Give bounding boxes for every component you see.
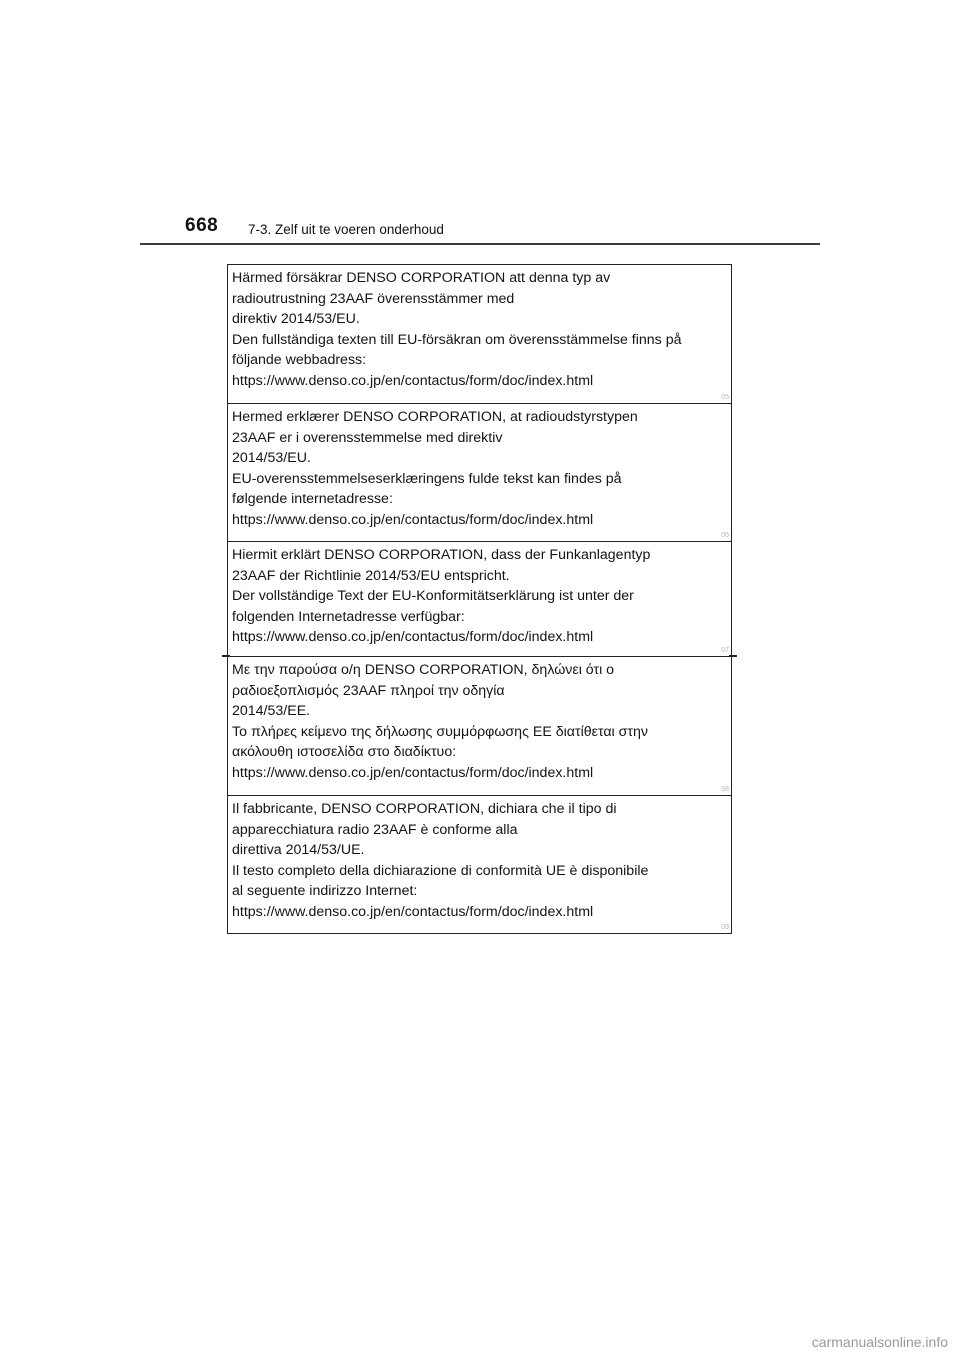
- declaration-line: Το πλήρες κείμενο της δήλωσης συμμόρφωσης ΕΕ διατίθεται στην: [232, 723, 648, 740]
- declaration-line: följande webbadress:: [232, 352, 367, 369]
- declaration-line: Με την παρούσα ο/η DENSO CORPORATION, δηλώνει ότι ο: [232, 662, 615, 678]
- box-tick-left: [222, 655, 230, 657]
- section-title: 7-3. Zelf uit te voeren onderhoud: [248, 222, 444, 237]
- declaration-line: Härmed försäkrar DENSO CORPORATION att denna typ av: [232, 270, 611, 286]
- declaration-line: følgende internetadresse:: [232, 491, 393, 508]
- declaration-text: [232, 268, 727, 392]
- declaration-text: [232, 660, 727, 784]
- declaration-text: [232, 407, 727, 531]
- section-code: 06: [721, 532, 729, 539]
- declaration-line: 2014/53/EU.: [232, 450, 311, 467]
- declaration-line: direttiva 2014/53/UE.: [232, 842, 365, 859]
- declaration-line: Hermed erklærer DENSO CORPORATION, at radioudstyrstypen: [232, 409, 638, 425]
- declaration-line: 2014/53/ΕΕ.: [232, 703, 311, 720]
- declaration-line: https://www.denso.co.jp/en/contactus/form/doc/index.html: [232, 629, 594, 646]
- declaration-line: https://www.denso.co.jp/en/contactus/form/doc/index.html: [232, 903, 594, 920]
- declaration-line: 23AAF der Richtlinie 2014/53/EU entspricht.: [232, 567, 510, 584]
- section-code: 09: [721, 924, 729, 931]
- declaration-section: [228, 656, 731, 795]
- declaration-line: al seguente indirizzo Internet:: [232, 883, 418, 900]
- declaration-section: [228, 541, 731, 656]
- declaration-line: https://www.denso.co.jp/en/contactus/form/doc/index.html: [232, 372, 594, 389]
- declaration-line: 23AAF er i overensstemmelse med direktiv: [232, 429, 503, 446]
- declaration-line: EU-overensstemmelseserklæringens fulde tekst kan findes på: [232, 470, 622, 487]
- declaration-line: https://www.denso.co.jp/en/contactus/form/doc/index.html: [232, 511, 594, 528]
- watermark: carmanualsonline.info: [811, 1334, 948, 1350]
- section-code: 05: [721, 394, 729, 401]
- declaration-line: ακόλουθη ιστοσελίδα στο διαδίκτυο:: [232, 744, 457, 761]
- declaration-line: Hiermit erklärt DENSO CORPORATION, dass der Funkanlagentyp: [232, 547, 651, 563]
- declaration-line: Il testo completo della dichiarazione di conformità UE è disponibile: [232, 862, 649, 879]
- declaration-section: [228, 795, 731, 933]
- declaration-line: ραδιοεξοπλισμός 23AAF πληροί την οδηγία: [232, 682, 505, 699]
- declaration-line: folgenden Internetadresse verfügbar:: [232, 608, 465, 625]
- declaration-section: [228, 265, 731, 403]
- page-number: 668: [185, 215, 219, 236]
- declaration-text: [232, 799, 727, 923]
- declaration-line: Den fullständiga texten till EU-försäkran om överensstämmelse finns på: [232, 331, 682, 348]
- declaration-line: radioutrustning 23AAF överensstämmer med: [232, 290, 515, 307]
- declaration-line: apparecchiatura radio 23AAF è conforme alla: [232, 821, 518, 838]
- declaration-line: Il fabbricante, DENSO CORPORATION, dichiara che il tipo di: [232, 801, 617, 817]
- declaration-line: https://www.denso.co.jp/en/contactus/form/doc/index.html: [232, 764, 594, 781]
- header-rule: [140, 243, 820, 245]
- declaration-line: direktiv 2014/53/EU.: [232, 311, 360, 328]
- section-code: 07: [721, 647, 729, 654]
- declaration-box: [227, 264, 732, 934]
- declaration-line: Der vollständige Text der EU-Konformitätserklärung ist unter der: [232, 588, 634, 605]
- declaration-section: [228, 403, 731, 541]
- section-code: 08: [721, 786, 729, 793]
- box-tick-right: [729, 655, 737, 657]
- declaration-text: [232, 545, 727, 648]
